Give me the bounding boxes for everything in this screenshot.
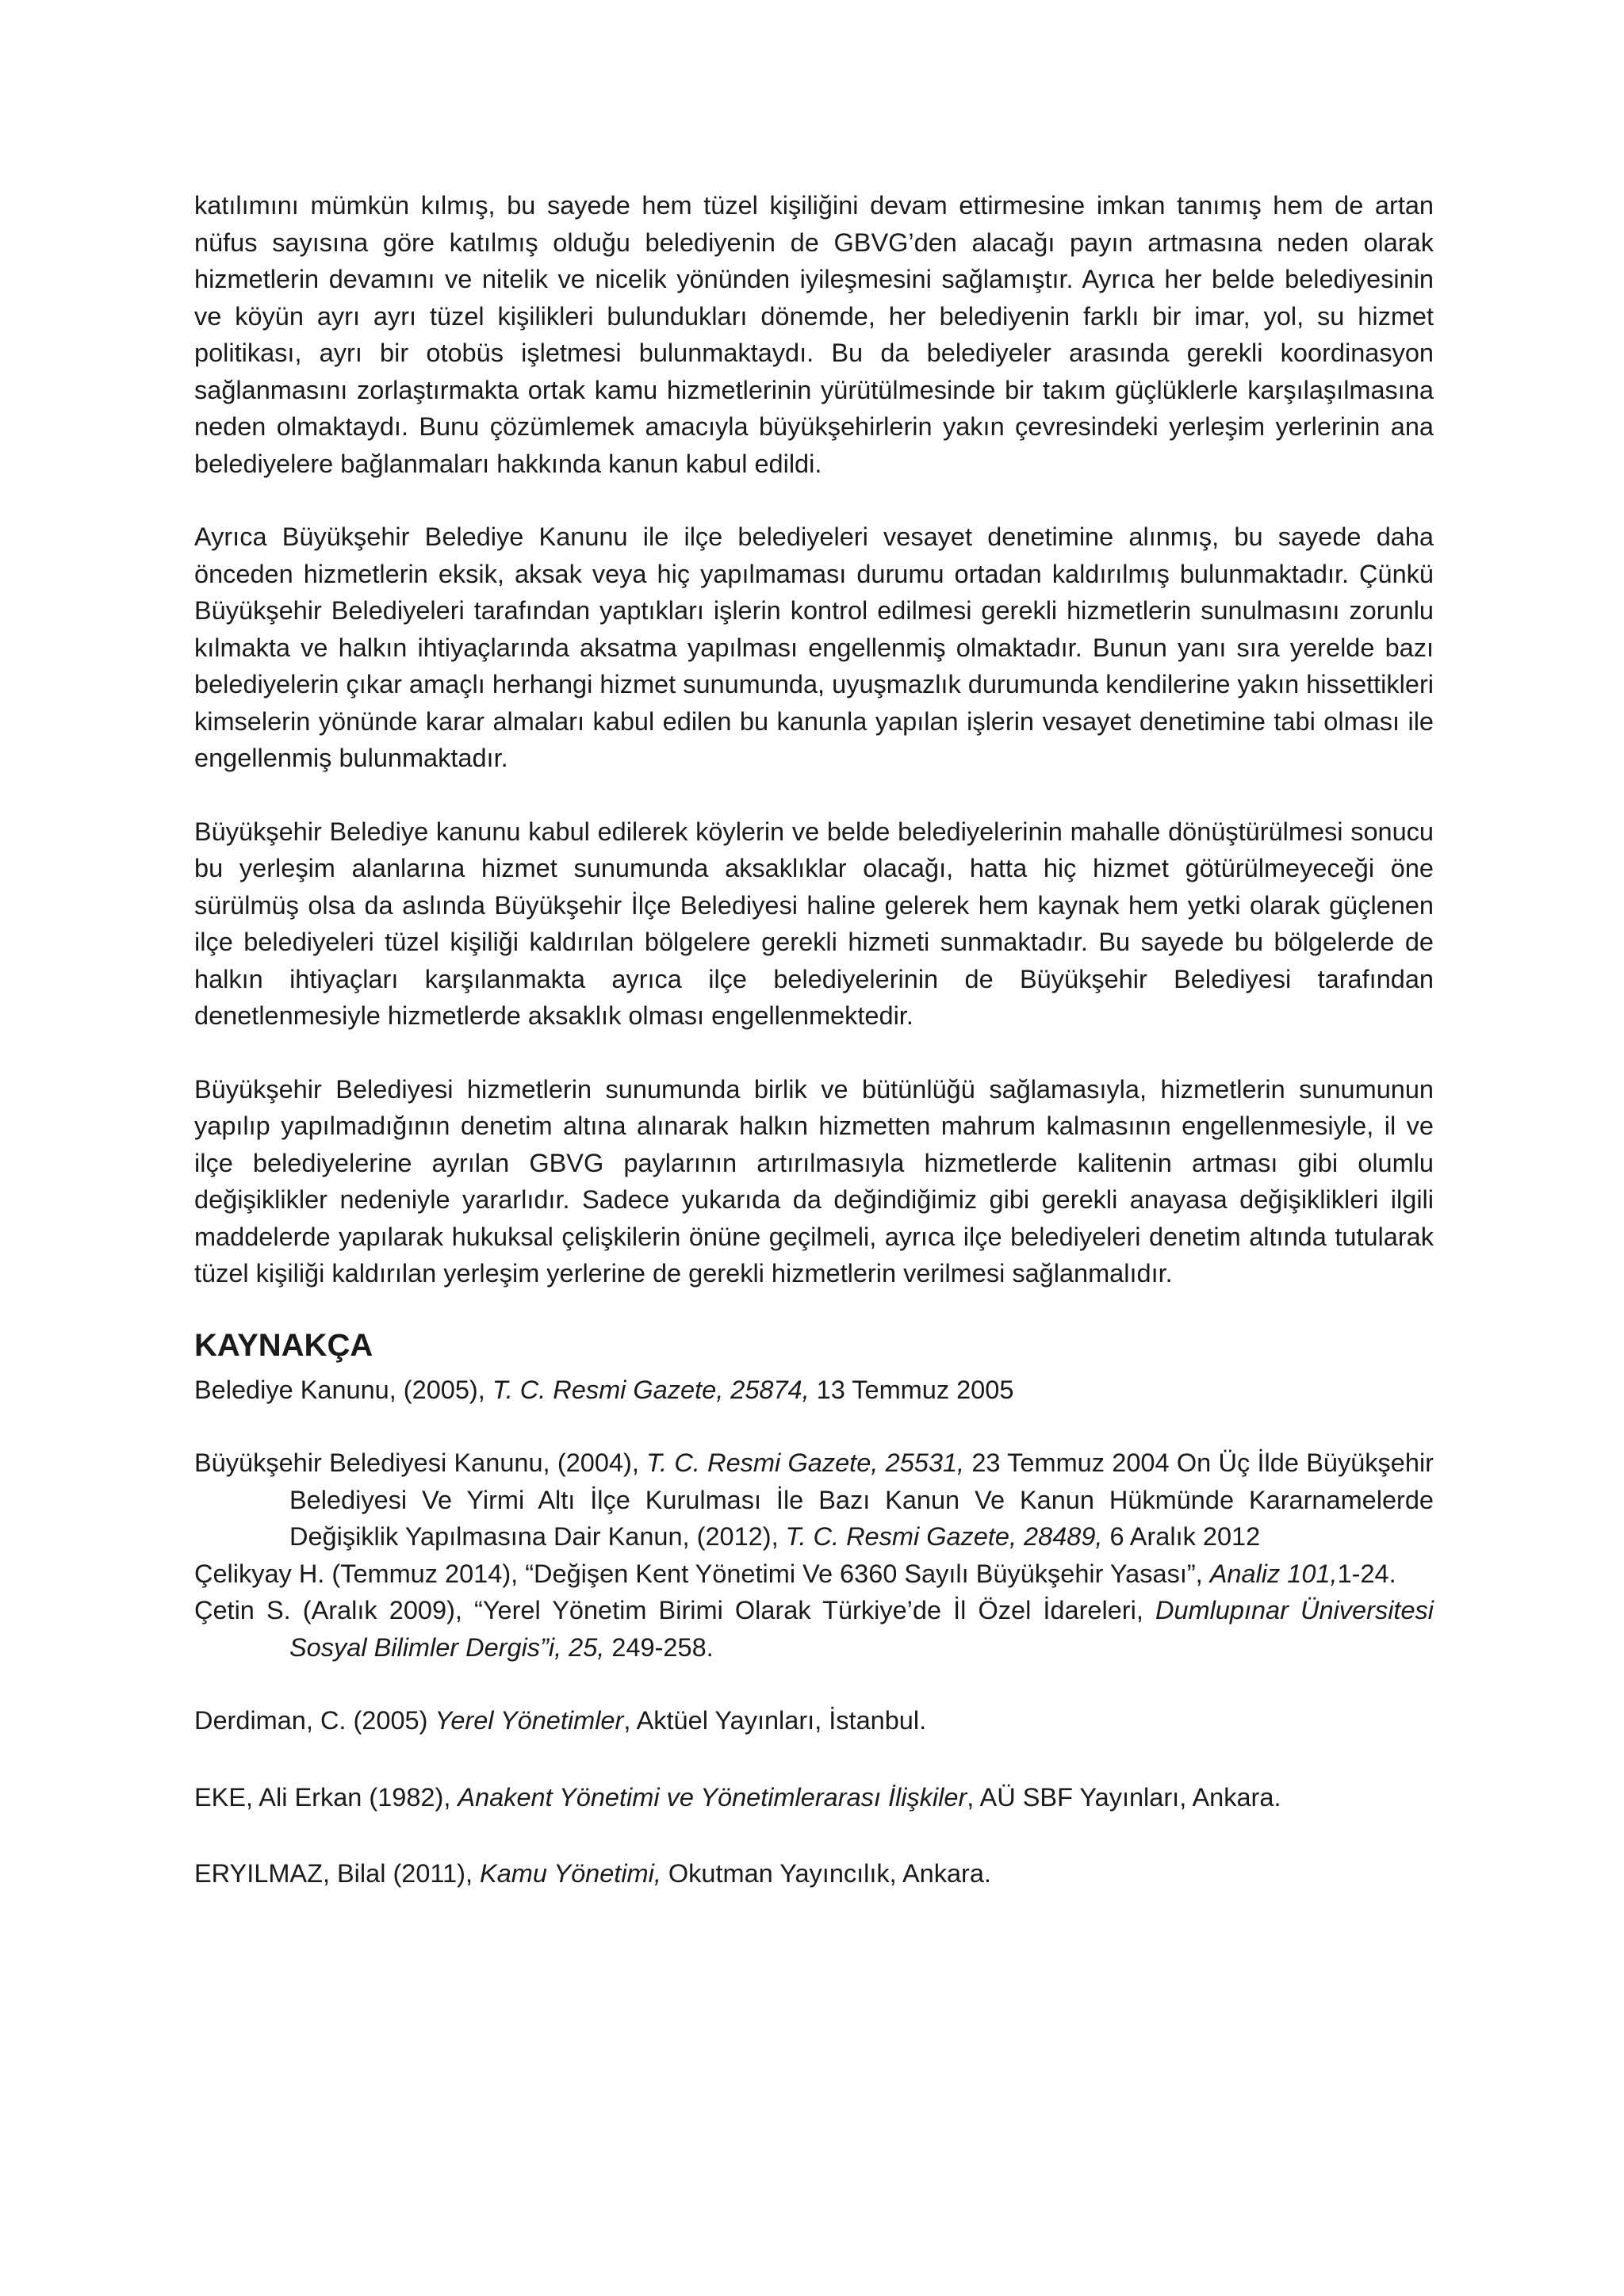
ref-text: Çelikyay H. (Temmuz 2014), “Değişen Kent Yönetimi Ve 6360 Sayılı Büyükşehir Yasası”, (194, 1559, 1210, 1588)
ref-text: ERYILMAZ, Bilal (2011), (194, 1859, 481, 1888)
ref-italic: Analiz 101, (1209, 1559, 1338, 1588)
ref-italic: Yerel Yönetimler (435, 1706, 624, 1735)
references-heading: KAYNAKÇA (194, 1327, 373, 1363)
references-list (194, 1372, 1434, 1892)
ref-text: 6 Aralık 2012 (1102, 1522, 1261, 1551)
reference-entry (194, 1372, 1434, 1409)
ref-text: Belediye Kanunu, (2005), (194, 1375, 492, 1404)
body-paragraph: Ayrıca Büyükşehir Belediye Kanunu ile ilçe belediyeleri vesayet denetimine alınmış, bu sayede daha önceden hizmetlerin eksik, aksak veya hiç yapılmaması durumu ortadan kaldırılmış bulunmaktadır. Çünkü Büyükşehir Belediyeleri tarafından yaptıkları işlerin kontrol edilmesi gerekli hizmetlerin sunulmasını zorunlu kılmakta ve halkın ihtiyaçlarında aksatma yapılması engellenmiş olmaktadır. Bunun yanı sıra yerelde bazı belediyelerin çıkar amaçlı herhangi hizmet sunumunda, uyuşmazlık durumunda kendilerine yakın hissettikleri kimselerin yönünde karar almaları kabul edilen bu kanunla yapılan işlerin vesayet denetimine tabi olması ile engellenmiş bulunmaktadır. (194, 522, 1434, 772)
ref-text: 13 Temmuz 2005 (809, 1375, 1014, 1404)
reference-entry (194, 1592, 1434, 1666)
ref-italic: Anakent Yönetimi ve Yönetimlerarası İlişkiler (458, 1782, 967, 1812)
reference-entry (194, 1702, 1434, 1739)
ref-text: EKE, Ali Erkan (1982), (194, 1782, 458, 1812)
ref-text: Okutman Yayıncılık, Ankara. (661, 1859, 991, 1888)
body-paragraph: Büyükşehir Belediye kanunu kabul edilerek köylerin ve belde belediyelerinin mahalle dönüştürülmesi sonucu bu yerleşim alanlarına hizmet sunumunda aksaklıklar olacağı, hatta hiç hizmet götürülmeyeceği öne sürülmüş olsa da aslında Büyükşehir İlçe Belediyesi haline gelerek hem kaynak hem yetki olarak güçlenen ilçe belediyeleri tüzel kişiliği kaldırılan bölgelere gerekli hizmeti sunmaktadır. Bu sayede bu bölgelerde de halkın ihtiyaçları karşılanmakta ayrıca ilçe belediyelerinin de Büyükşehir Belediyesi tarafından denetlenmesiyle hizmetlerde aksaklık olması engellenmektedir. (194, 817, 1434, 1030)
reference-entry (194, 1855, 1434, 1892)
ref-text: Çetin S. (Aralık 2009), “Yerel Yönetim Birimi Olarak Türkiye’de İl Özel İdareleri, (194, 1596, 1155, 1624)
reference-entry (194, 1779, 1434, 1816)
ref-text: , AÜ SBF Yayınları, Ankara. (967, 1782, 1281, 1812)
ref-text: Büyükşehir Belediyesi Kanunu, (2004), (194, 1448, 647, 1477)
body-paragraph: katılımını mümkün kılmış, bu sayede hem tüzel kişiliğini devam ettirmesine imkan tanımış hem de artan nüfus sayısına göre katılmış olduğu belediyenin de GBVG’den alacağı payın artmasına neden olarak hizmetlerin devamını ve nitelik ve nicelik yönünden iyileşmesini sağlamıştır. Ayrıca her belde belediyesinin ve köyün ayrı ayrı tüzel kişilikleri bulundukları dönemde, her belediyenin farklı bir imar, yol, su hizmet politikası, ayrı bir otobüs işletmesi bulunmaktaydı. Bu da belediyeler arasında gerekli koordinasyon sağlanmasını zorlaştırmakta ortak kamu hizmetlerinin yürütülmesinde bir takım güçlüklerle karşılaşılmasına neden olmaktaydı. Bunu çözümlemek amacıyla büyükşehirlerin yakın çevresindeki yerleşim yerlerinin ana belediyelere bağlanmaları hakkında kanun kabul edildi. (194, 191, 1434, 478)
ref-italic: Dumlupınar Üniversitesi Sosyal Bilimler Dergis”i, 25, (289, 1596, 1434, 1662)
ref-italic: T. C. Resmi Gazete, 25874, (492, 1375, 810, 1404)
ref-text: , Aktüel Yayınları, İstanbul. (623, 1706, 927, 1735)
ref-italic: Kamu Yönetimi, (480, 1859, 661, 1888)
ref-text: 249-258. (604, 1632, 714, 1662)
ref-text: Derdiman, C. (2005) (194, 1706, 435, 1735)
ref-text: 23 Temmuz 2004 On Üç İlde Büyükşehir Belediyesi Ve Yirmi Altı İlçe Kurulması İle Bazı Kanun Ve Kanun Hükmünde Kararnamelerde Değişiklik Yapılmasına Dair Kanun, (2012), (289, 1448, 1434, 1551)
reference-entry (194, 1445, 1434, 1556)
ref-italic: T. C. Resmi Gazete, 28489, (785, 1522, 1103, 1551)
ref-text: 1-24. (1337, 1559, 1396, 1588)
body-paragraph: Büyükşehir Belediyesi hizmetlerin sunumunda birlik ve bütünlüğü sağlamasıyla, hizmetlerin sunumunun yapılıp yapılmadığının denetim altına alınarak halkın hizmetten mahrum kalmasının engellenmesiyle, il ve ilçe belediyelerine ayrılan GBVG paylarının artırılmasıyla hizmetlerde kalitenin artması gibi olumlu değişiklikler nedeniyle yararlıdır. Sadece yukarıda da değindiğimiz gibi gerekli anayasa değişiklikleri ilgili maddelerde yapılarak hukuksal çelişkilerin önüne geçilmeli, ayrıca ilçe belediyeleri denetim altında tutularak tüzel kişiliği kaldırılan yerleşim yerlerine de gerekli hizmetlerin verilmesi sağlanmalıdır. (194, 1074, 1434, 1288)
reference-entry (194, 1556, 1434, 1593)
ref-italic: T. C. Resmi Gazete, 25531, (646, 1448, 965, 1477)
